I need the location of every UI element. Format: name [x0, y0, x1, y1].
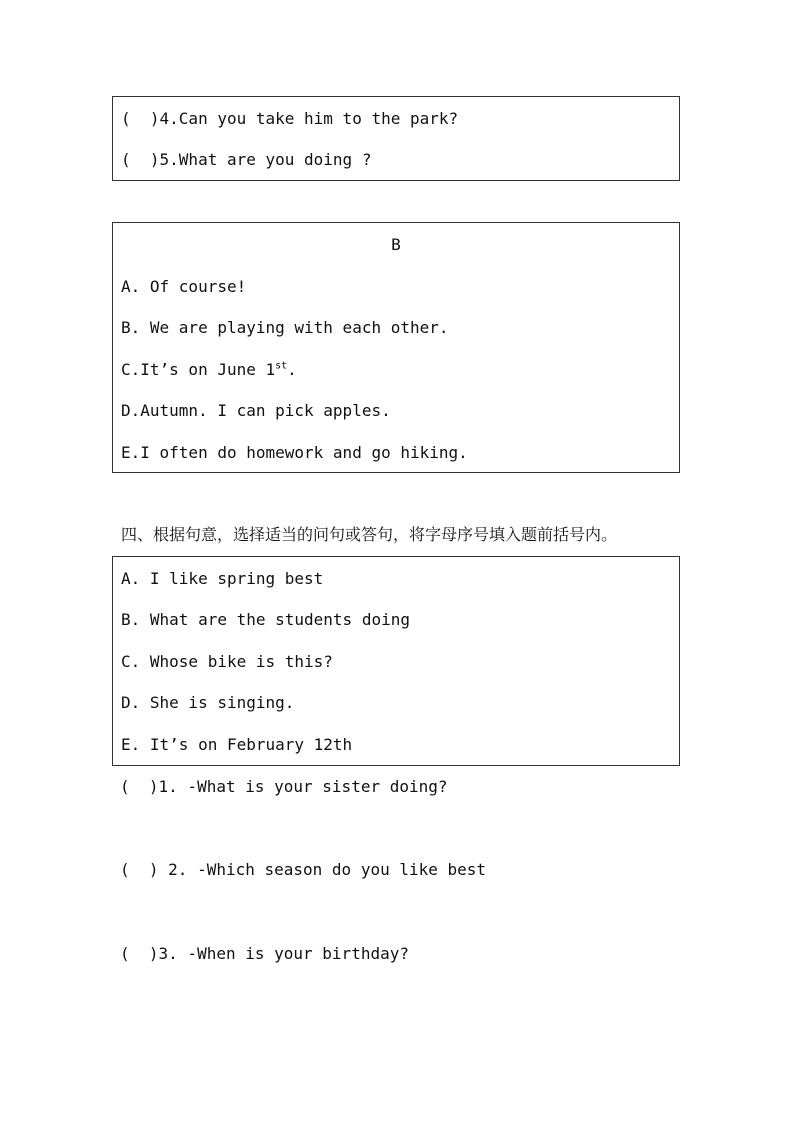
option-a: A. I like spring best: [121, 569, 324, 588]
answer-a: A. Of course!: [121, 277, 247, 296]
option-c: C. Whose bike is this?: [121, 652, 333, 671]
box-title-b: B: [391, 235, 401, 254]
option-e: E. It’s on February 12th: [121, 735, 353, 754]
options-box-section-4: [112, 556, 680, 766]
answer-b: B. We are playing with each other.: [121, 318, 449, 337]
answer-c-text: C.It’s on June 1: [121, 360, 276, 379]
question-4: ( )4.Can you take him to the park?: [121, 109, 459, 128]
answer-c: [121, 360, 297, 380]
answers-box-b: [112, 222, 680, 473]
question-5: ( )5.What are you doing ?: [121, 150, 372, 169]
answer-c-superscript: st: [275, 360, 288, 372]
option-d: D. She is singing.: [121, 693, 295, 712]
section-4-heading: 四、根据句意，选择适当的问句或答句，将字母序号填入题前括号内。: [121, 525, 618, 544]
answer-e: E.I often do homework and go hiking.: [121, 443, 468, 462]
option-b: B. What are the students doing: [121, 610, 410, 629]
section-4-question-3: ( )3. -When is your birthday?: [120, 944, 409, 963]
questions-box-continued: [112, 96, 680, 181]
answer-d: D.Autumn. I can pick apples.: [121, 401, 391, 420]
section-4-question-2: ( ) 2. -Which season do you like best: [120, 860, 487, 879]
answer-c-period: .: [287, 360, 297, 379]
section-4-question-1: ( )1. -What is your sister doing?: [120, 777, 448, 796]
